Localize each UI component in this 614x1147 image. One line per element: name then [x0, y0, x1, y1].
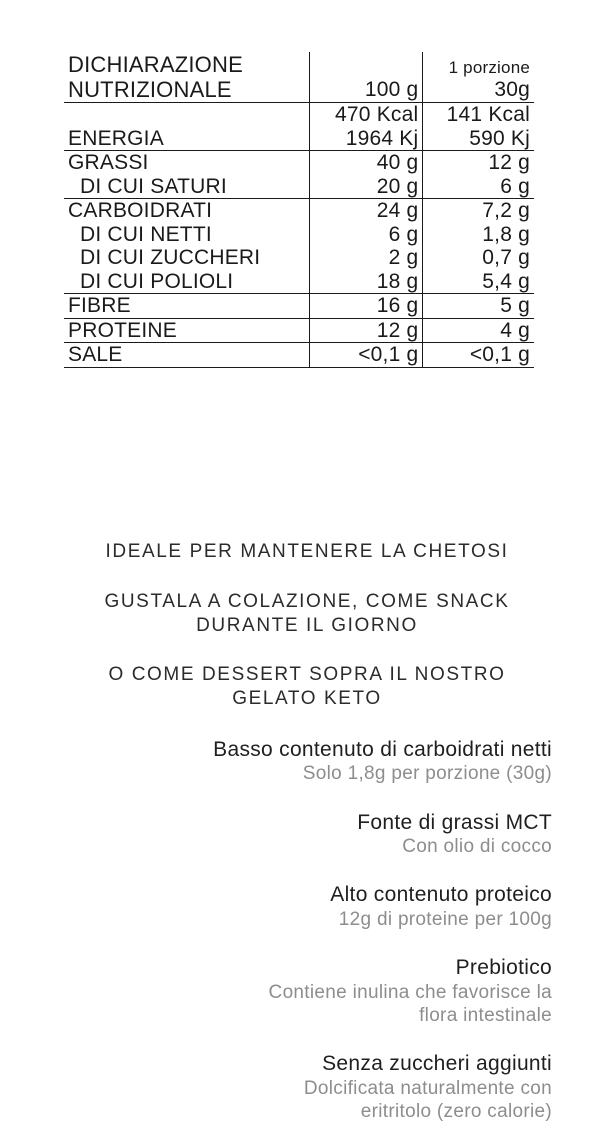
row-value-zuccheri-portion: 0,7 g — [482, 246, 530, 270]
list-item — [0, 810, 614, 859]
column-header-portion-value: 30g — [494, 78, 530, 102]
row-value-grassi-portion: 12 g — [423, 151, 534, 175]
table-title-line-1: DICHIARAZIONE — [68, 52, 243, 77]
row-value-energia-100g — [310, 103, 423, 151]
row-value-sale-portion: <0,1 g — [423, 343, 534, 368]
row-value-grassi-100g: 40 g — [310, 151, 423, 175]
row-value-energia-portion — [423, 103, 534, 151]
benefit-sub-no-added-sugar: Dolcificata naturalmente con eritritolo (zero calorie) — [303, 1077, 552, 1122]
row-value-proteine-100g: 12 g — [310, 318, 423, 343]
benefit-sub-mct-fats: Con olio di cocco — [402, 836, 552, 858]
benefit-sub-low-net-carbs: Solo 1,8g per porzione (30g) — [302, 763, 552, 785]
benefit-list — [0, 737, 614, 1123]
benefit-title-low-net-carbs: Basso contenuto di carboidrati netti — [213, 737, 552, 761]
column-header-per-portion — [423, 52, 534, 103]
column-header-100g-value: 100 g — [364, 78, 419, 102]
table-row — [64, 151, 534, 175]
column-header-100g-spacer — [314, 59, 418, 78]
table-row — [64, 103, 534, 151]
row-value-carboidrati-portion: 7,2 g — [423, 199, 534, 223]
row-value-carboidrati-100g: 24 g — [310, 199, 423, 223]
benefit-sub-prebiotic: Contiene inulina che favorisce la flora intestinale — [268, 981, 552, 1026]
row-value-sale-100g: <0,1 g — [310, 343, 423, 368]
list-item — [0, 955, 614, 1027]
table-row — [64, 199, 534, 223]
row-label-proteine: PROTEINE — [64, 318, 310, 343]
table-title-cell — [64, 52, 310, 103]
table-header-row — [64, 52, 534, 103]
row-label-di-cui-zuccheri: DI CUI ZUCCHERI — [64, 246, 310, 270]
row-value-energia-100g-kcal: 470 Kcal — [335, 103, 419, 127]
table-row — [64, 318, 534, 343]
list-item — [0, 737, 614, 786]
row-value-netti-portion: 1,8 g — [482, 222, 530, 246]
row-value-fibre-portion: 5 g — [423, 294, 534, 319]
column-header-portion-label: 1 porzione — [448, 58, 530, 78]
table-row — [64, 270, 534, 294]
nutrition-table-wrapper — [64, 52, 534, 368]
row-label-grassi: GRASSI — [64, 151, 310, 175]
row-value-polioli-100g: 18 g — [310, 270, 423, 294]
nutrition-declaration-table — [64, 52, 534, 368]
list-item — [0, 1051, 614, 1123]
claim-line-usage: GUSTALA A COLAZIONE, COME SNACK DURANTE IL GIORNO — [104, 590, 510, 636]
table-row — [64, 223, 534, 247]
row-label-di-cui-polioli: DI CUI POLIOLI — [64, 270, 310, 294]
row-label-di-cui-netti: DI CUI NETTI — [64, 223, 310, 247]
column-header-per-100g — [310, 52, 423, 103]
benefit-title-high-protein: Alto contenuto proteico — [330, 883, 552, 907]
table-row — [64, 294, 534, 319]
list-item — [0, 882, 614, 931]
row-value-saturi-100g: 20 g — [310, 175, 423, 199]
row-value-energia-portion-kcal: 141 Kcal — [446, 103, 530, 127]
table-row — [64, 246, 534, 270]
table-title-line-2: NUTRIZIONALE — [68, 77, 232, 103]
claim-line-dessert: O COME DESSERT SOPRA IL NOSTRO GELATO KETO — [108, 664, 506, 709]
table-row — [64, 175, 534, 199]
row-label-sale: SALE — [64, 343, 310, 368]
row-value-energia-100g-kj: 1964 Kj — [345, 126, 419, 150]
row-value-polioli-portion: 5,4 g — [482, 269, 530, 293]
row-label-fibre: FIBRE — [64, 294, 310, 319]
claim-line-ketosis: IDEALE PER MANTENERE LA CHETOSI — [105, 541, 509, 562]
nutrition-table-body — [64, 52, 534, 367]
table-row — [64, 343, 534, 368]
row-value-energia-portion-kj: 590 Kj — [469, 126, 530, 150]
row-label-di-cui-saturi: DI CUI SATURI — [64, 175, 310, 199]
row-value-zuccheri-100g: 2 g — [310, 246, 423, 270]
benefit-sub-high-protein: 12g di proteine per 100g — [338, 908, 552, 930]
benefit-title-mct-fats: Fonte di grassi MCT — [357, 810, 552, 834]
row-value-fibre-100g: 16 g — [310, 294, 423, 319]
row-label-carboidrati: CARBOIDRATI — [64, 199, 310, 223]
row-value-proteine-portion: 4 g — [423, 318, 534, 343]
row-value-saturi-portion: 6 g — [500, 174, 530, 198]
row-label-energia: ENERGIA — [64, 103, 310, 151]
benefit-title-prebiotic: Prebiotico — [455, 956, 552, 980]
row-value-netti-100g: 6 g — [310, 223, 423, 247]
claims-section — [0, 540, 614, 1147]
benefit-title-no-added-sugar: Senza zuccheri aggiunti — [322, 1052, 552, 1076]
